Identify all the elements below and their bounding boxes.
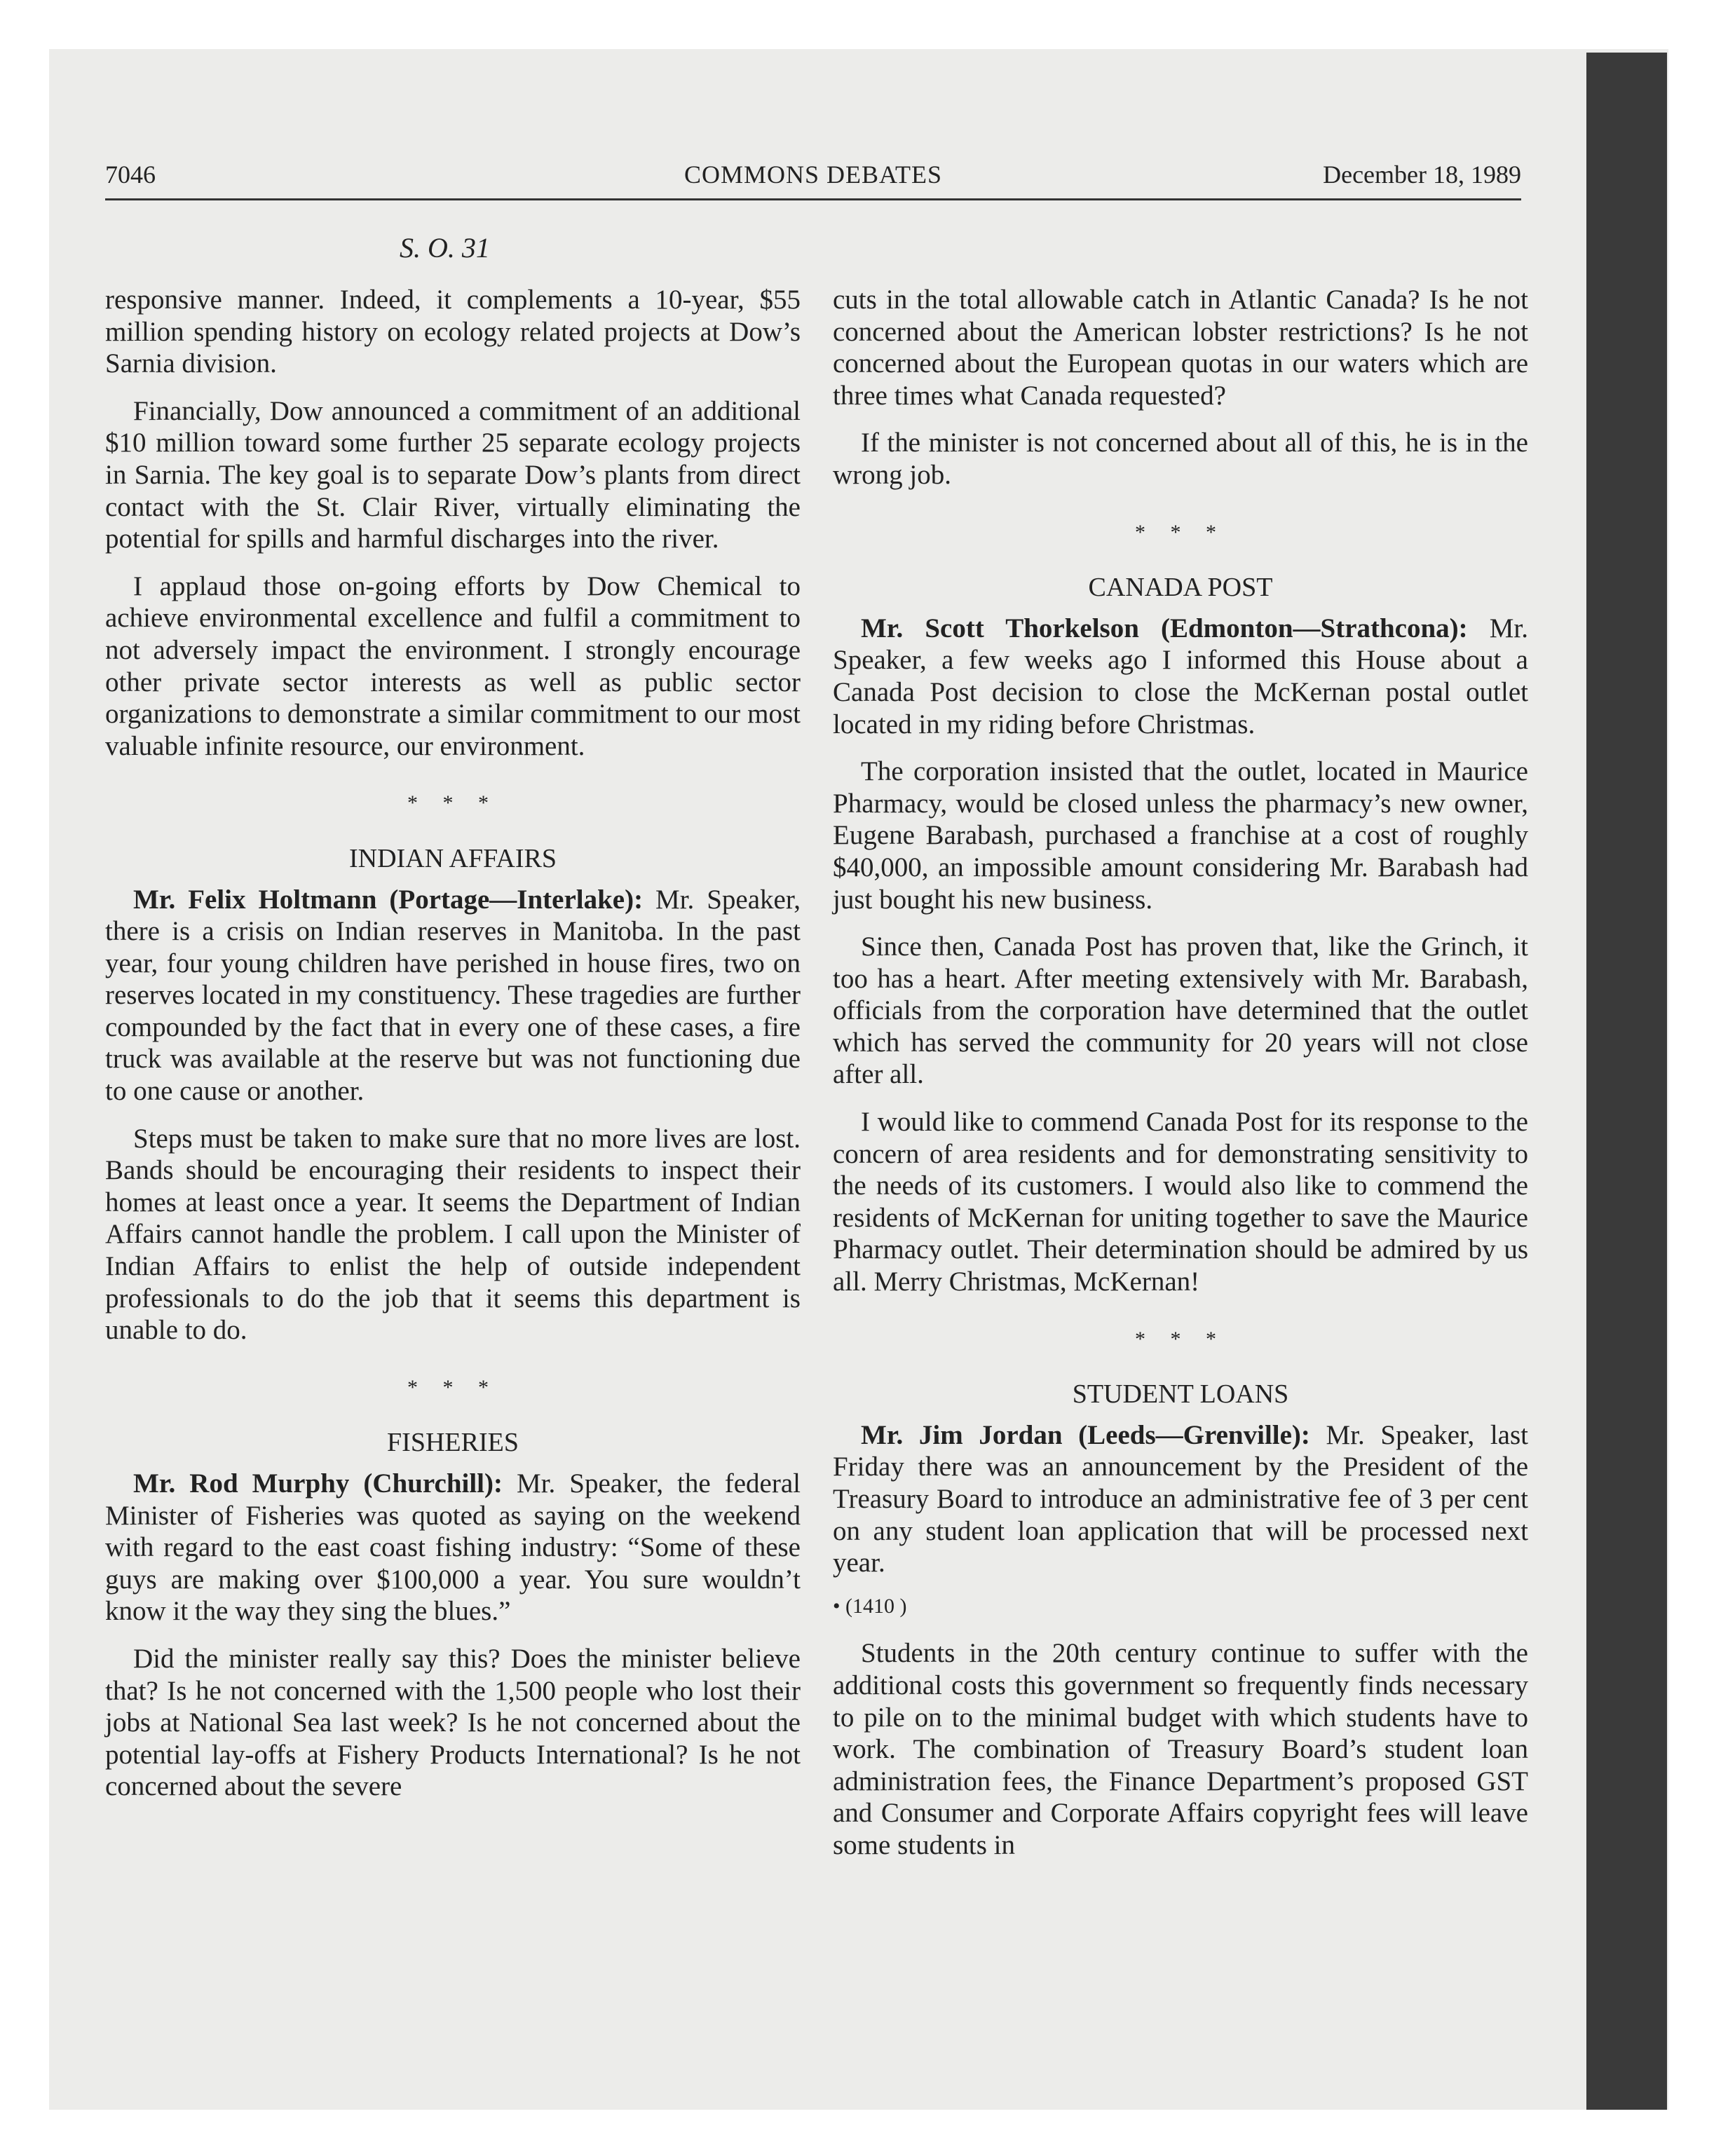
- section-separator: * * *: [407, 1375, 498, 1399]
- section-heading-canada-post: CANADA POST: [1088, 573, 1273, 603]
- page-number: 7046: [105, 161, 156, 189]
- section-separator: * * *: [407, 791, 498, 815]
- speech-text: Mr. Speaker, last Friday there was an announcement by the President of the Treasury Board to introduce an administrative fee of 3 per cent on any student loan application that will be processed next year.: [833, 1419, 1528, 1578]
- section-separator: * * *: [1135, 1327, 1226, 1351]
- speech-paragraph: [105, 1468, 801, 1628]
- paragraph: Financially, Dow announced a commitment of an additional $10 million toward some further 25 separate ecology projects in Sarnia. The key goal is to separate Dow’s plants from direct contact with the St. Clair River, virtually eliminating the potential for spills and harmful discharges into the river.: [105, 395, 801, 554]
- publication-title: COMMONS DEBATES: [683, 161, 943, 189]
- speech-paragraph: [833, 613, 1528, 740]
- section-separator: * * *: [1135, 520, 1226, 544]
- speech-text: Mr. Speaker, a few weeks ago I informed this House about a Canada Post decision to close the McKernan postal outlet located in my riding before Christmas.: [833, 613, 1529, 739]
- speech-paragraph: [105, 884, 801, 1107]
- time-marker: • (1410 ): [833, 1594, 907, 1618]
- section-heading-indian-affairs: INDIAN AFFAIRS: [349, 843, 557, 873]
- header-rule: [105, 198, 1521, 200]
- paragraph: The corporation insisted that the outlet, located in Maurice Pharmacy, would be closed unless the pharmacy’s new owner, Eugene Barabash, purchased a franchise at a cost of roughly $40,000, an impossible amount considering Mr. Barabash had just bought his new business.: [833, 756, 1528, 915]
- section-label: S. O. 31: [400, 232, 490, 264]
- speaker-name: Mr. Rod Murphy (Churchill):: [133, 1468, 503, 1499]
- section-heading-fisheries: FISHERIES: [387, 1428, 519, 1458]
- paragraph: Steps must be taken to make sure that no more lives are lost. Bands should be encouraging their residents to inspect their homes at least once a year. It seems the Department of Indian Affairs cannot handle the problem. I call upon the Minister of Indian Affairs to enlist the help of outside independent professionals to do the job that it seems this department is unable to do.: [105, 1123, 801, 1346]
- paragraph: Since then, Canada Post has proven that, like the Grinch, it too has a heart. After meeting extensively with Mr. Barabash, officials from the corporation have determined that the outlet which has served the community for 20 years will not close after all.: [833, 932, 1528, 1090]
- speaker-name: Mr. Scott Thorkelson (Edmonton—Strathcona):: [861, 613, 1468, 643]
- speaker-name: Mr. Jim Jordan (Leeds—Grenville):: [861, 1419, 1310, 1450]
- speech-text: Mr. Speaker, the federal Minister of Fisheries was quoted as saying on the weekend with regard to the east coast fishing industry: “Some of these guys are making over $100,000 a year. You sure wouldn’t know it the way they sing the blues.”: [105, 1468, 801, 1627]
- left-column: [105, 284, 801, 1803]
- paragraph: cuts in the total allowable catch in Atlantic Canada? Is he not concerned about the American lobster restrictions? Is he not concerned about the European quotas in our waters which are three times what Canada requested?: [833, 285, 1528, 411]
- section-heading-student-loans: STUDENT LOANS: [1072, 1379, 1289, 1410]
- speech-paragraph: [833, 1419, 1528, 1579]
- page-header: [105, 160, 1521, 196]
- paragraph: Did the minister really say this? Does the minister believe that? Is he not concerned with the 1,500 people who lost their jobs at National Sea last week? Is he not concerned about the potential lay-offs at Fishery Products International? Is he not concerned about the severe: [105, 1643, 801, 1802]
- page-date: December 18, 1989: [1323, 161, 1521, 189]
- speech-text: Mr. Speaker, there is a crisis on Indian reserves in Manitoba. In the past year, four young children have perished in house fires, two on reserves located in my constituency. These tragedies are further compounded by the fact that in every one of these cases, a fire truck was available at the reserve but was not functioning due to one cause or another.: [105, 884, 801, 1107]
- paragraph: If the minister is not concerned about all of this, he is in the wrong job.: [833, 428, 1528, 490]
- paragraph: I would like to commend Canada Post for its response to the concern of area residents and for demonstrating sensitivity to the needs of its customers. I would also like to commend the residents of McKernan for uniting together to save the Maurice Pharmacy outlet. Their determination should be admired by us all. Merry Christmas, McKernan!: [833, 1107, 1528, 1297]
- speaker-name: Mr. Felix Holtmann (Portage—Interlake):: [133, 884, 644, 915]
- scan-edge-bar: [1586, 53, 1667, 2110]
- right-column: [833, 284, 1528, 1862]
- paragraph: responsive manner. Indeed, it complements a 10-year, $55 million spending history on ecology related projects at Dow’s Sarnia division.: [105, 285, 801, 379]
- paragraph: Students in the 20th century continue to suffer with the additional costs this government so frequently finds necessary to pile on to the minimal budget with which students have to work. The combination of Treasury Board’s student loan administration fees, the Finance Department’s proposed GST and Consumer and Corporate Affairs copyright fees will leave some students in: [833, 1638, 1528, 1860]
- paragraph: I applaud those on-going efforts by Dow Chemical to achieve environmental excellence and fulfil a commitment to not adversely impact the environment. I strongly encourage other private sector interests as well as public sector organizations to demonstrate a similar commitment to our most valuable infinite resource, our environment.: [105, 571, 801, 761]
